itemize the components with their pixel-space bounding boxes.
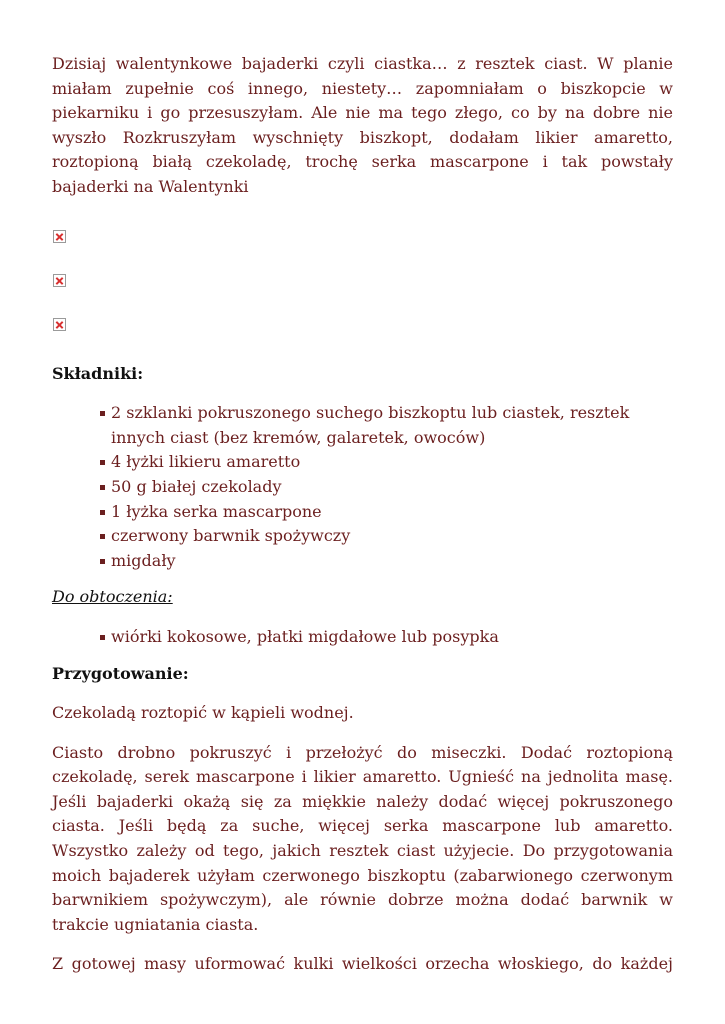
intro-paragraph: Dzisiaj walentynkowe bajaderki czyli ciastka… z resztek ciast. W planie miałam zupełnie coś innego, niestety… zapomniałam o biszkopcie w piekarniku i go przesuszyłam. Ale nie ma tego złego, co by na dobre nie wyszło Rozkruszyłam wyschnięty biszkopt, dodałam likier amaretto, roztopioną białą czekoladę, trochę serka mascarpone i tak powstały bajaderki na Walentynki — [52, 54, 673, 196]
list-item: 2 szklanki pokruszonego suchego biszkoptu lub ciastek, resztek innych ciast (bez kremów, galaretek, owoców) — [111, 401, 673, 450]
article-body — [52, 52, 673, 992]
broken-image-icon — [53, 274, 66, 287]
coating-heading: Do obtoczenia: — [52, 587, 173, 607]
list-item: 50 g białej czekolady — [111, 475, 673, 500]
list-item: wiórki kokosowe, płatki migdałowe lub posypka — [111, 625, 673, 650]
coating-list — [52, 625, 673, 650]
list-item: czerwony barwnik spożywczy — [111, 524, 673, 549]
broken-image-icon — [53, 318, 66, 331]
preparation-paragraph: Ciasto drobno pokruszyć i przełożyć do miseczki. Dodać roztopioną czekoladę, serek mascarpone i likier amaretto. Ugnieść na jednolita masę. Jeśli bajaderki okażą się za miękkie należy dodać więcej pokruszonego ciasta. Jeśli będą za suche, więcej serka mascarpone lub amaretto. Wszystko zależy od tego, jakich resztek ciast użyjecie. Do przygotowania moich bajaderek użyłam czerwonego biszkoptu (zabarwionego czerwonym barwnikiem spożywczym), ale równie dobrze można dodać barwnik w trakcie ugniatania ciasta. — [52, 742, 673, 934]
broken-image-icon — [53, 230, 66, 243]
list-item: 4 łyżki likieru amaretto — [111, 450, 673, 475]
preparation-heading: Przygotowanie: — [52, 663, 189, 683]
preparation-paragraph: Z gotowej masy uformować kulki wielkości orzecha włoskiego, do każdej — [52, 954, 673, 974]
list-item: migdały — [111, 549, 673, 574]
preparation-paragraph: Czekoladą roztopić w kąpieli wodnej. — [52, 703, 354, 723]
ingredients-heading: Składniki: — [52, 363, 144, 383]
list-item: 1 łyżka serka mascarpone — [111, 500, 673, 525]
ingredients-list — [52, 401, 673, 573]
